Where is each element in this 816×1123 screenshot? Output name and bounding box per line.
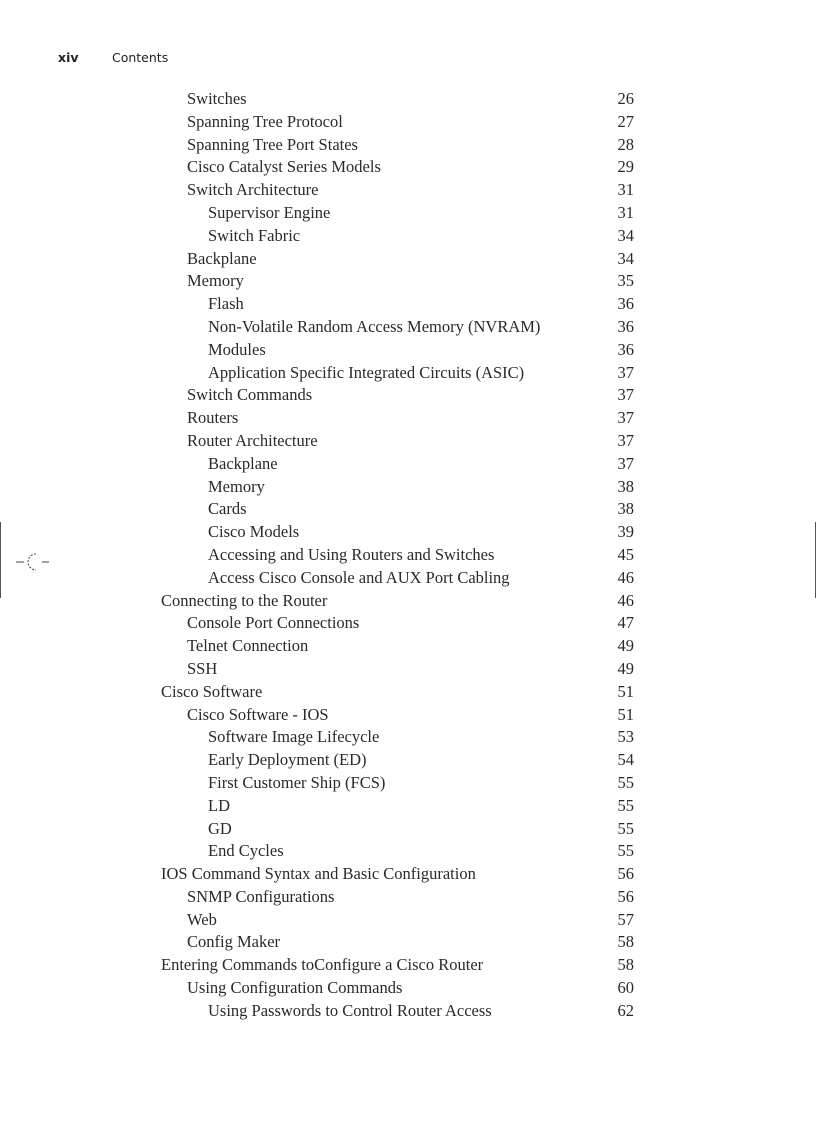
toc-entry-page-number: 36 <box>617 316 634 336</box>
toc-entry-page-number: 27 <box>617 111 634 131</box>
toc-entry-page-number: 49 <box>617 658 634 678</box>
toc-entry <box>0 863 816 886</box>
toc-entry-page-number: 36 <box>617 294 634 314</box>
toc-entry <box>0 339 816 362</box>
toc-entry <box>0 521 816 544</box>
toc-entry-title: Switch Architecture <box>187 180 319 200</box>
toc-entry <box>0 498 816 521</box>
toc-entry-title: Routers <box>187 408 239 428</box>
toc-entry-title: Web <box>187 909 217 929</box>
toc-entry-page-number: 55 <box>617 795 634 815</box>
toc-entry <box>0 179 816 202</box>
toc-entry-page-number: 58 <box>617 932 634 952</box>
toc-entry-page-number: 56 <box>617 886 634 906</box>
toc-entry-title: Using Passwords to Control Router Access <box>208 1000 492 1020</box>
toc-entry-title: IOS Command Syntax and Basic Configuration <box>161 864 476 884</box>
toc-entry-page-number: 56 <box>617 864 634 884</box>
toc-entry-title: Cisco Models <box>208 522 300 542</box>
toc-entry-page-number: 54 <box>617 750 634 770</box>
toc-entry-title: Access Cisco Console and AUX Port Cabling <box>208 567 510 587</box>
toc-entry <box>0 430 816 453</box>
toc-entry-page-number: 51 <box>617 704 634 724</box>
toc-entry-title: Telnet Connection <box>187 636 309 656</box>
toc-entry <box>0 134 816 157</box>
toc-entry-title: Software Image Lifecycle <box>208 727 380 747</box>
toc-entry <box>0 407 816 430</box>
toc-entry-title: Console Port Connections <box>187 613 360 633</box>
toc-entry <box>0 453 816 476</box>
toc-entry-page-number: 53 <box>617 727 634 747</box>
toc-entry-title: Modules <box>208 339 266 359</box>
toc-entry-page-number: 38 <box>617 476 634 496</box>
toc-entry-title: First Customer Ship (FCS) <box>208 772 386 792</box>
toc-entry <box>0 612 816 635</box>
toc-entry-title: Memory <box>208 476 265 496</box>
toc-entry-page-number: 49 <box>617 636 634 656</box>
running-head-title: Contents <box>111 50 169 65</box>
toc-entry-title: Entering Commands toConfigure a Cisco Router <box>161 955 484 975</box>
toc-entry <box>0 225 816 248</box>
toc-entry <box>0 156 816 179</box>
toc-entry <box>0 88 816 111</box>
table-of-contents <box>0 88 816 1023</box>
toc-entry-title: Cisco Software <box>161 681 263 701</box>
toc-entry-page-number: 29 <box>617 157 634 177</box>
toc-entry-page-number: 37 <box>617 453 634 473</box>
toc-entry-title: Switches <box>187 89 247 108</box>
toc-entry-title: End Cycles <box>208 841 284 861</box>
toc-entry <box>0 384 816 407</box>
toc-entry-title: Backplane <box>208 453 278 473</box>
toc-entry <box>0 544 816 567</box>
toc-entry-page-number: 37 <box>617 430 634 450</box>
toc-entry-title: Early Deployment (ED) <box>208 750 367 770</box>
toc-entry-page-number: 45 <box>617 544 634 564</box>
toc-entry-page-number: 37 <box>617 408 634 428</box>
toc-entry-page-number: 28 <box>617 134 634 154</box>
toc-entry-page-number: 31 <box>617 180 634 200</box>
toc-entry-title: SSH <box>187 658 218 678</box>
toc-entry <box>0 954 816 977</box>
toc-entry-title: Router Architecture <box>187 430 318 450</box>
toc-entry-page-number: 62 <box>617 1000 634 1020</box>
toc-entry-title: Memory <box>187 271 244 291</box>
toc-entry-title: GD <box>208 818 232 838</box>
toc-entry-page-number: 51 <box>617 681 634 701</box>
toc-entry <box>0 886 816 909</box>
toc-entry-title: Cards <box>208 499 247 519</box>
toc-entry-page-number: 39 <box>617 522 634 542</box>
toc-entry-page-number: 34 <box>617 248 634 268</box>
toc-entry <box>0 202 816 225</box>
toc-entry <box>0 818 816 841</box>
toc-entry-page-number: 55 <box>617 841 634 861</box>
toc-entry-title: Flash <box>208 294 244 314</box>
crop-mark-icon <box>16 550 52 574</box>
toc-entry-title: SNMP Configurations <box>187 886 335 906</box>
toc-entry <box>0 362 816 385</box>
left-bleed-line <box>0 522 1 598</box>
toc-entry-title: Using Configuration Commands <box>187 978 403 998</box>
toc-entry-page-number: 60 <box>617 978 634 998</box>
toc-entry-page-number: 58 <box>617 955 634 975</box>
toc-entry <box>0 316 816 339</box>
toc-entry <box>0 567 816 590</box>
toc-entry-page-number: 47 <box>617 613 634 633</box>
toc-entry-page-number: 34 <box>617 225 634 245</box>
toc-entry-title: Spanning Tree Port States <box>187 134 358 154</box>
toc-entry <box>0 270 816 293</box>
toc-entry-title: Switch Fabric <box>208 225 301 245</box>
toc-entry-page-number: 35 <box>617 271 634 291</box>
toc-entry <box>0 248 816 271</box>
toc-entry-page-number: 38 <box>617 499 634 519</box>
toc-entry <box>0 590 816 613</box>
toc-entry-title: Config Maker <box>187 932 281 952</box>
toc-entry-title: Application Specific Integrated Circuits (ASIC) <box>208 362 525 382</box>
toc-entry-title: Cisco Software - IOS <box>187 704 329 724</box>
toc-entry-title: Cisco Catalyst Series Models <box>187 157 381 177</box>
toc-entry-page-number: 36 <box>617 339 634 359</box>
toc-entry <box>0 749 816 772</box>
running-head <box>58 50 168 65</box>
toc-entry-page-number: 37 <box>617 362 634 382</box>
toc-entry <box>0 704 816 727</box>
toc-entry <box>0 635 816 658</box>
toc-entry <box>0 681 816 704</box>
toc-entry <box>0 772 816 795</box>
toc-entry <box>0 658 816 681</box>
toc-entry-page-number: 46 <box>617 590 634 610</box>
toc-entry <box>0 293 816 316</box>
page-folio: xiv <box>58 50 79 65</box>
toc-entry <box>0 1000 816 1023</box>
toc-entry <box>0 909 816 932</box>
toc-entry-title: Backplane <box>187 248 257 268</box>
toc-entry-title: Connecting to the Router <box>161 590 328 610</box>
toc-entry <box>0 476 816 499</box>
toc-entry-page-number: 55 <box>617 818 634 838</box>
toc-entry-title: Accessing and Using Routers and Switches <box>208 544 495 564</box>
toc-entry <box>0 111 816 134</box>
toc-entry-page-number: 46 <box>617 567 634 587</box>
toc-entry-title: Switch Commands <box>187 385 313 405</box>
toc-entry-title: Supervisor Engine <box>208 202 331 222</box>
toc-entry <box>0 977 816 1000</box>
toc-entry <box>0 931 816 954</box>
toc-entry-page-number: 26 <box>617 89 634 108</box>
toc-entry-page-number: 55 <box>617 772 634 792</box>
toc-entry-title: Non-Volatile Random Access Memory (NVRAM) <box>208 316 541 336</box>
toc-entry-title: LD <box>208 795 230 815</box>
toc-entry <box>0 795 816 818</box>
toc-entry <box>0 726 816 749</box>
toc-entry-page-number: 57 <box>617 909 634 929</box>
toc-entry-title: Spanning Tree Protocol <box>187 111 343 131</box>
toc-entry-page-number: 31 <box>617 202 634 222</box>
toc-entry-page-number: 37 <box>617 385 634 405</box>
toc-entry <box>0 840 816 863</box>
